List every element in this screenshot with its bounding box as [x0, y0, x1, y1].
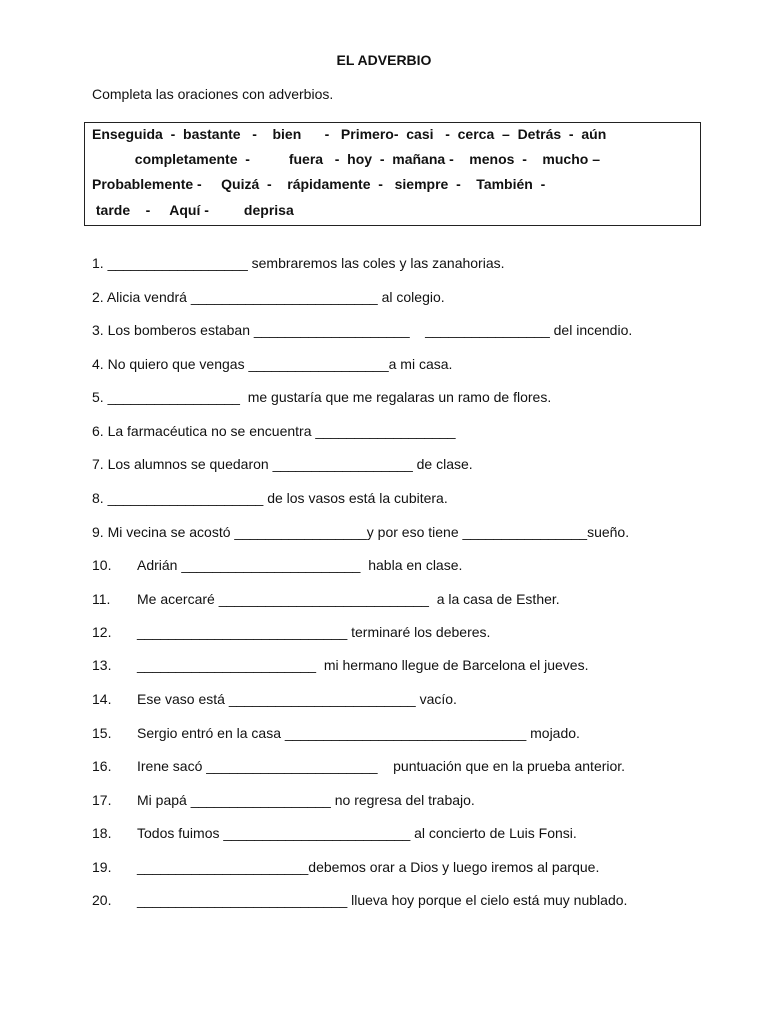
sentence-text: Adrián _______________________ habla en clase.: [137, 557, 463, 573]
word-bank-line: tarde - Aquí - deprisa: [92, 202, 294, 218]
sentence-text: ____________________ de los vasos está la cubitera.: [107, 490, 448, 506]
sentence-number: 8.: [92, 490, 104, 506]
sentence-text: Alicia vendrá ________________________ al colegio.: [106, 289, 445, 305]
sentence-number: 5.: [92, 389, 104, 405]
sentence-number: 9.: [92, 524, 104, 540]
page-title: EL ADVERBIO: [336, 52, 432, 68]
sentence-number: 2.: [92, 289, 104, 305]
sentence-item: [92, 691, 457, 707]
sentence-number: 16.: [92, 758, 112, 774]
instructions: Completa las oraciones con adverbios.: [92, 86, 334, 102]
sentence-item: [92, 591, 560, 607]
sentence-item: [92, 624, 490, 640]
sentence-text: Irene sacó ______________________ puntuación que en la prueba anterior.: [137, 758, 626, 774]
word-bank-line: Probablemente - Quizá - rápidamente - siempre - También -: [92, 176, 546, 192]
sentence-text: Ese vaso está ________________________ vacío.: [137, 691, 457, 707]
sentence-number: 15.: [92, 725, 112, 741]
sentence-text: Mi vecina se acostó _________________y por eso tiene ________________sueño.: [107, 524, 630, 540]
sentence-item: [92, 423, 456, 439]
sentence-text: Todos fuimos ________________________ al concierto de Luis Fonsi.: [137, 825, 577, 841]
sentence-text: Los bomberos estaban ____________________ ________________ del incendio.: [107, 322, 633, 338]
sentence-item: [92, 557, 462, 573]
sentence-item: [92, 657, 588, 673]
sentence-item: [92, 289, 445, 305]
sentence-text: ______________________debemos orar a Dios y luego iremos al parque.: [137, 859, 600, 875]
sentence-text: Sergio entró en la casa _______________________________ mojado.: [137, 725, 580, 741]
sentence-item: [92, 725, 580, 741]
sentence-item: [92, 792, 475, 808]
sentence-number: 18.: [92, 825, 112, 841]
sentence-item: [92, 456, 473, 472]
sentence-number: 4.: [92, 356, 104, 372]
sentence-text: ___________________________ terminaré los deberes.: [137, 624, 491, 640]
sentence-item: [92, 758, 625, 774]
sentence-item: [92, 859, 599, 875]
sentence-text: __________________ sembraremos las coles y las zanahorias.: [107, 255, 505, 271]
sentence-number: 3.: [92, 322, 104, 338]
sentence-item: [92, 892, 627, 908]
sentence-number: 19.: [92, 859, 112, 875]
sentence-item: [92, 825, 577, 841]
sentence-number: 14.: [92, 691, 112, 707]
sentence-text: Mi papá __________________ no regresa del trabajo.: [137, 792, 475, 808]
sentence-number: 20.: [92, 892, 112, 908]
sentence-text: ___________________________ llueva hoy porque el cielo está muy nublado.: [137, 892, 628, 908]
sentence-text: _______________________ mi hermano llegue de Barcelona el jueves.: [137, 657, 589, 673]
sentence-number: 17.: [92, 792, 112, 808]
sentence-item: [92, 389, 551, 405]
sentence-text: Me acercaré ___________________________ a la casa de Esther.: [137, 591, 560, 607]
sentence-number: 6.: [92, 423, 104, 439]
sentence-number: 7.: [92, 456, 104, 472]
sentence-item: [92, 524, 629, 540]
word-bank-line: completamente - fuera - hoy - mañana - menos - mucho –: [92, 151, 600, 167]
sentence-text: _________________ me gustaría que me regalaras un ramo de flores.: [107, 389, 552, 405]
sentence-item: [92, 490, 448, 506]
sentence-item: [92, 322, 632, 338]
sentence-number: 12.: [92, 624, 112, 640]
sentence-text: La farmacéutica no se encuentra __________________: [107, 423, 456, 439]
word-bank-line: Enseguida - bastante - bien - Primero- casi - cerca – Detrás - aún: [92, 126, 607, 142]
sentence-number: 11.: [92, 591, 111, 607]
sentence-number: 1.: [92, 255, 104, 271]
sentence-text: No quiero que vengas __________________a mi casa.: [107, 356, 453, 372]
sentence-text: Los alumnos se quedaron __________________ de clase.: [107, 456, 473, 472]
sentence-item: [92, 356, 452, 372]
sentence-number: 10.: [92, 557, 112, 573]
sentence-number: 13.: [92, 657, 112, 673]
sentence-item: [92, 255, 505, 271]
